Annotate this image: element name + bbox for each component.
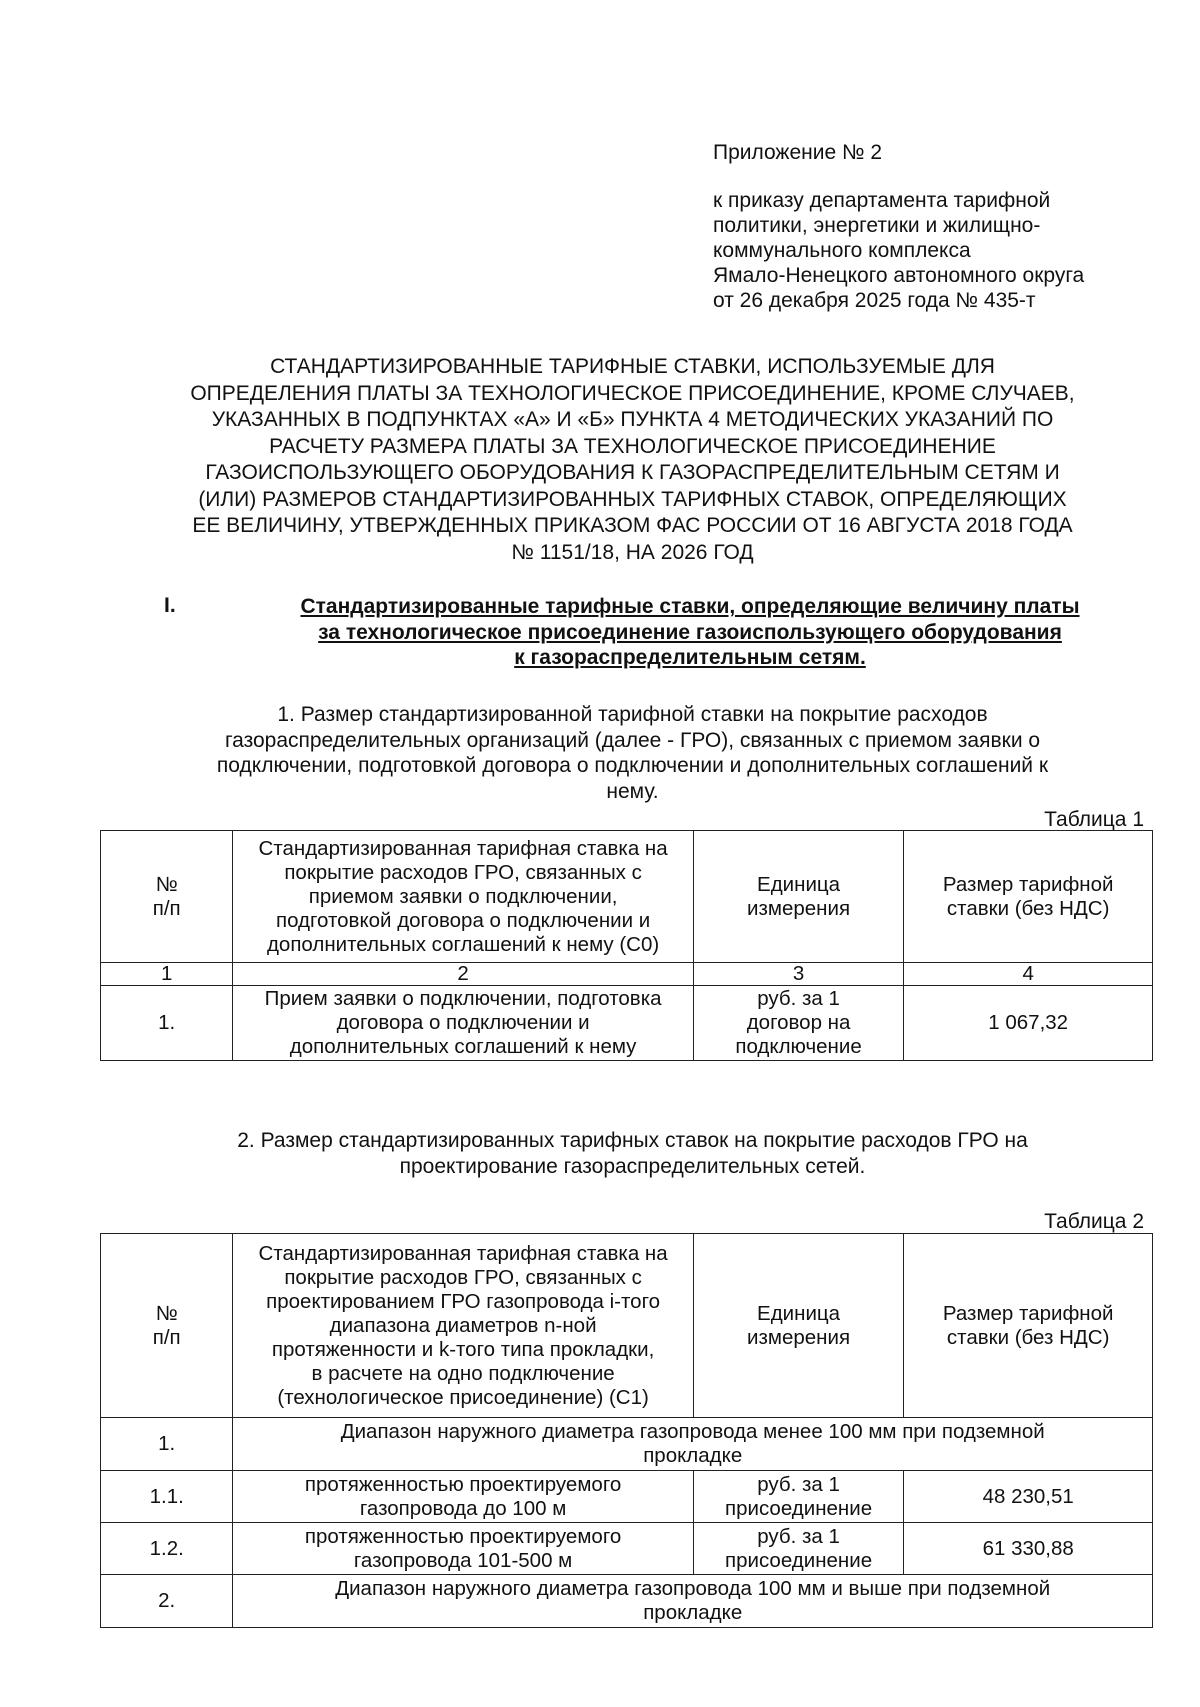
row-number: 2. (101, 1575, 233, 1628)
header-cell-unit: Единица измерения (693, 1234, 904, 1418)
index-cell: 1 (101, 963, 233, 986)
paragraph-line: 1. Размер стандартизированной тарифной ставки на покрытие расходов (277, 703, 988, 726)
index-cell: 2 (233, 963, 693, 986)
header-cell-description: Стандартизированная тарифная ставка на покрытие расходов ГРО, связанных с проектированием ГРО газопровода i-того диапазона диаметров n-ной протяженности и k-того типа прокладки, в расчете на одно подключение (технологическое присоединение) (С1) (233, 1234, 693, 1418)
row-description: Прием заявки о подключении, подготовка договора о подключении и дополнительных соглашений к нему (233, 986, 693, 1061)
header-block (713, 140, 1173, 313)
table-row (101, 986, 1153, 1061)
order-line: Ямало-Ненецкого автономного округа (713, 264, 1085, 287)
table-header-row (101, 831, 1153, 963)
table-row (101, 1471, 1153, 1523)
paragraph-line: 2. Размер стандартизированных тарифных ставок на покрытие расходов ГРО на (237, 1129, 1028, 1152)
title-line: ОПРЕДЕЛЕНИЯ ПЛАТЫ ЗА ТЕХНОЛОГИЧЕСКОЕ ПРИСОЕДИНЕНИЕ, КРОМЕ СЛУЧАЕВ, (190, 381, 1075, 405)
paragraph-line: подключении, подготовкой договора о подключении и дополнительных соглашений к (216, 754, 1049, 777)
title-line: СТАНДАРТИЗИРОВАННЫЕ ТАРИФНЫЕ СТАВКИ, ИСПОЛЬЗУЕМЫЕ ДЛЯ (270, 355, 995, 378)
paragraph-line: проектирование газораспределительных сетей. (399, 1154, 866, 1178)
section-title-line: к газораспределительным сетям. (514, 646, 866, 669)
table-2 (100, 1233, 1153, 1628)
row-unit: руб. за 1 договор на подключение (693, 986, 904, 1061)
row-description: протяженностью проектируемого газопровода 101-500 м (233, 1523, 693, 1575)
order-line: к приказу департамента тарифной (713, 189, 1051, 212)
header-cell-value: Размер тарифной ставки (без НДС) (904, 1234, 1153, 1418)
paragraph-1 (100, 702, 1165, 804)
row-value: 48 230,51 (904, 1471, 1153, 1523)
section-title-line: Стандартизированные тарифные ставки, определяющие величину платы (300, 595, 1080, 618)
order-line: коммунального комплекса (713, 239, 971, 262)
row-description: Диапазон наружного диаметра газопровода менее 100 мм при подземной прокладке (233, 1418, 1153, 1471)
order-line: политики, энергетики и жилищно- (713, 214, 1041, 237)
row-unit: руб. за 1 присоединение (693, 1523, 904, 1575)
row-number: 1.2. (101, 1523, 233, 1575)
table-group-row (101, 1575, 1153, 1628)
document-title (100, 354, 1165, 566)
section-title-line: за технологическое присоединение газоиспользующего оборудования (318, 620, 1062, 644)
header-cell-value: Размер тарифной ставки (без НДС) (904, 831, 1153, 963)
header-cell-unit: Единица измерения (693, 831, 904, 963)
row-value: 1 067,32 (904, 986, 1153, 1061)
section-number: I. (164, 594, 176, 617)
table-group-row (101, 1418, 1153, 1471)
row-description: протяженностью проектируемого газопровода до 100 м (233, 1471, 693, 1523)
title-line: ЕЕ ВЕЛИЧИНУ, УТВЕРЖДЕННЫХ ПРИКАЗОМ ФАС РОССИИ ОТ 16 АВГУСТА 2018 ГОДА (192, 514, 1073, 537)
title-line: РАСЧЕТУ РАЗМЕРА ПЛАТЫ ЗА ТЕХНОЛОГИЧЕСКОЕ ПРИСОЕДИНЕНИЕ (269, 434, 996, 458)
table-row (101, 1523, 1153, 1575)
row-unit: руб. за 1 присоединение (693, 1471, 904, 1523)
row-number: 1. (101, 986, 233, 1061)
appendix-label: Приложение № 2 (713, 141, 883, 164)
paragraph-2 (100, 1128, 1165, 1179)
paragraph-line: нему. (606, 779, 659, 803)
row-description: Диапазон наружного диаметра газопровода 100 мм и выше при подземной прокладке (233, 1575, 1153, 1628)
title-line: УКАЗАННЫХ В ПОДПУНКТАХ «А» И «Б» ПУНКТА 4 МЕТОДИЧЕСКИХ УКАЗАНИЙ ПО (211, 408, 1054, 431)
table-1-caption: Таблица 1 (1044, 808, 1144, 831)
header-cell-number: № п/п (101, 831, 233, 963)
row-value: 61 330,88 (904, 1523, 1153, 1575)
index-cell: 4 (904, 963, 1153, 986)
row-number: 1.1. (101, 1471, 233, 1523)
title-line: № 1151/18, НА 2026 ГОД (511, 540, 754, 564)
order-line: от 26 декабря 2025 года № 435-т (713, 289, 1036, 312)
section-title (225, 594, 1155, 671)
row-number: 1. (101, 1418, 233, 1471)
table-header-row (101, 1234, 1153, 1418)
header-cell-description: Стандартизированная тарифная ставка на покрытие расходов ГРО, связанных с приемом заявки о подключении, подготовкой договора о подключении и дополнительных соглашений к нему (С0) (233, 831, 693, 963)
paragraph-line: газораспределительных организаций (далее - ГРО), связанных с приемом заявки о (224, 728, 1041, 752)
table-index-row (101, 963, 1153, 986)
table-2-caption: Таблица 2 (1044, 1210, 1144, 1233)
index-cell: 3 (693, 963, 904, 986)
title-line: (ИЛИ) РАЗМЕРОВ СТАНДАРТИЗИРОВАННЫХ ТАРИФНЫХ СТАВОК, ОПРЕДЕЛЯЮЩИХ (198, 487, 1067, 511)
header-cell-number: № п/п (101, 1234, 233, 1418)
title-line: ГАЗОИСПОЛЬЗУЮЩЕГО ОБОРУДОВАНИЯ К ГАЗОРАСПРЕДЕЛИТЕЛЬНЫМ СЕТЯМ И (205, 461, 1060, 484)
table-1 (100, 830, 1153, 1061)
